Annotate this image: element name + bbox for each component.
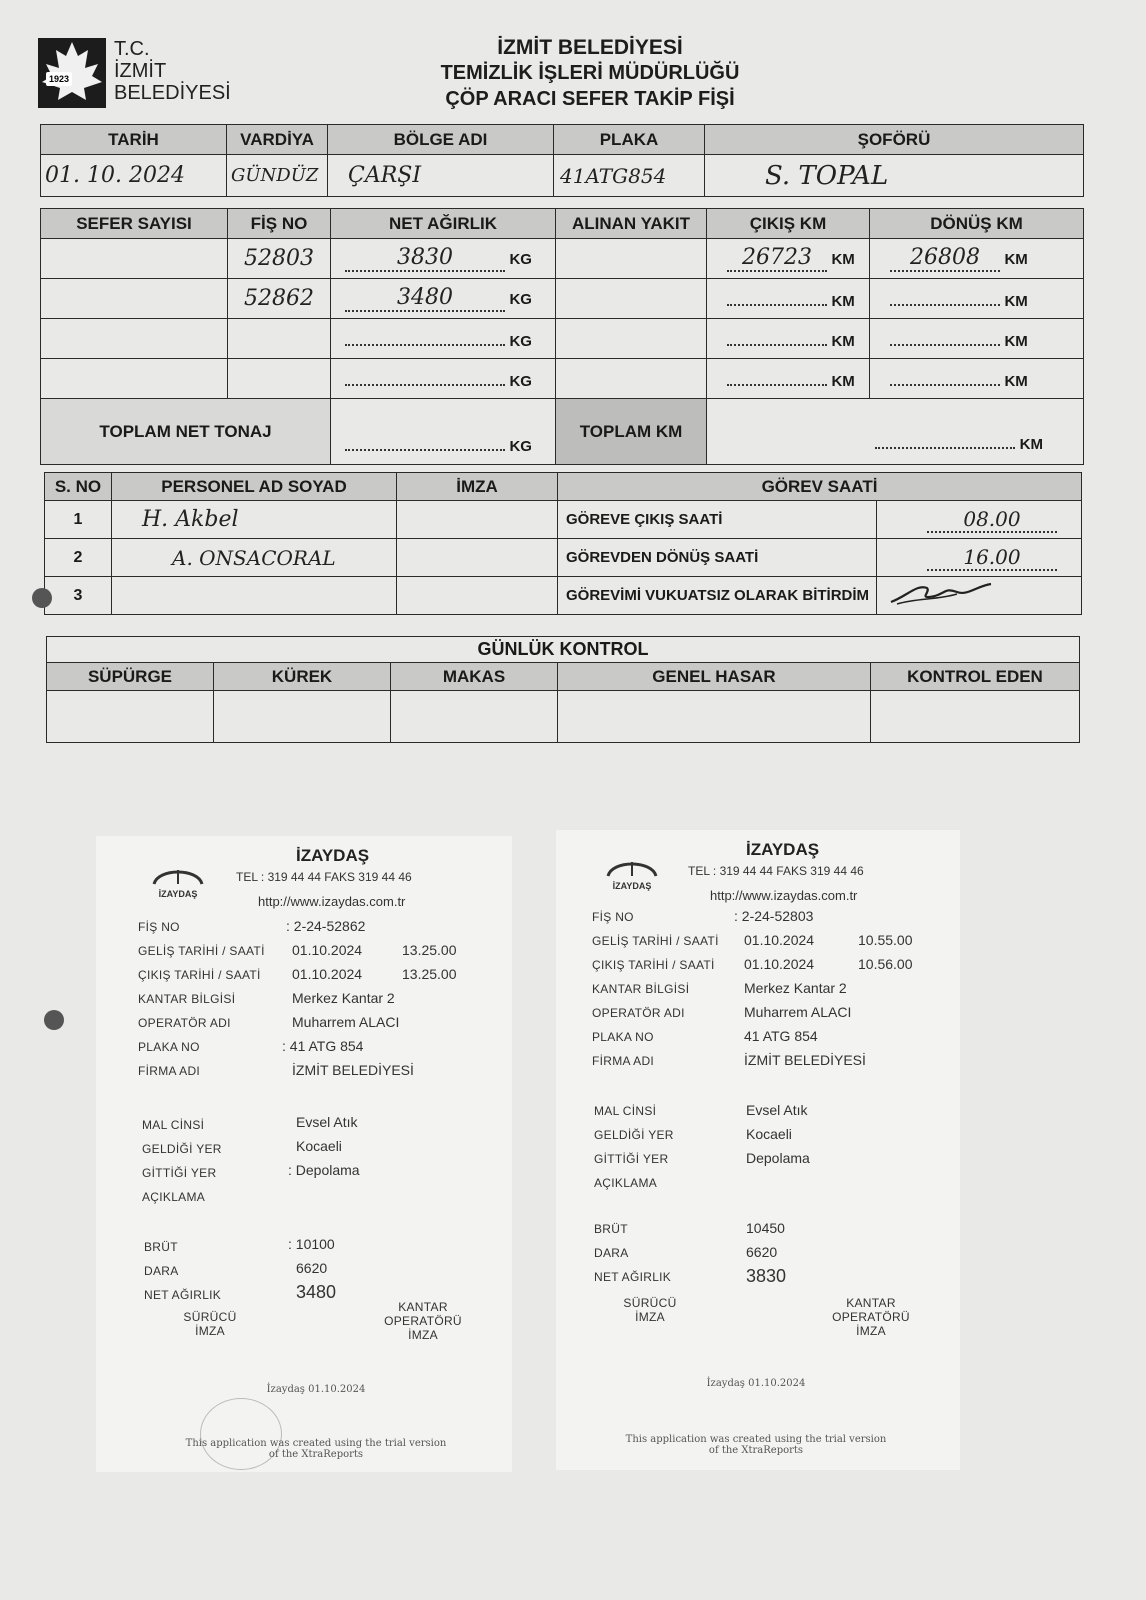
gorev-label: GÖREVİMİ VUKUATSIZ OLARAK BİTİRDİM bbox=[558, 577, 877, 615]
col-cikis: ÇIKIŞ KM bbox=[707, 209, 870, 239]
field-label: AÇIKLAMA bbox=[594, 1176, 658, 1190]
punch-hole-icon bbox=[44, 1010, 64, 1030]
fis-no: 52862 bbox=[228, 279, 331, 319]
unit-km: KM bbox=[831, 373, 855, 390]
personel-name: A. ONSACORAL bbox=[112, 539, 397, 577]
weight-label: DARA bbox=[144, 1264, 179, 1278]
receipt-company: İZAYDAŞ bbox=[296, 846, 370, 865]
unit-kg: KG bbox=[509, 333, 532, 350]
cell-kurek bbox=[214, 691, 391, 743]
personel-signature bbox=[397, 577, 558, 615]
field-label: PLAKA NO bbox=[592, 1030, 654, 1044]
surucu-imza: SÜRÜCÜ İMZA bbox=[623, 1296, 677, 1324]
field-value: Kocaeli bbox=[746, 1126, 792, 1142]
weight-value: 10450 bbox=[746, 1220, 785, 1236]
unit-km: KM bbox=[1004, 333, 1028, 350]
field-value: 01.10.2024 bbox=[292, 966, 363, 982]
izaydas-logo-icon bbox=[602, 856, 662, 891]
col-plaka: PLAKA bbox=[554, 125, 705, 155]
receipt-url: http://www.izaydas.com.tr bbox=[258, 894, 406, 909]
col-bolge: BÖLGE ADI bbox=[328, 125, 554, 155]
gunluk-title: GÜNLÜK KONTROL bbox=[47, 637, 1080, 663]
value-vardiya: GÜNDÜZ bbox=[227, 155, 328, 197]
col-donus: DÖNÜŞ KM bbox=[870, 209, 1084, 239]
field-label: ÇIKIŞ TARİHİ / SAATİ bbox=[138, 968, 261, 982]
cell-makas bbox=[391, 691, 558, 743]
trip-info-table bbox=[40, 124, 1084, 197]
field-value-time: 13.25.00 bbox=[402, 966, 457, 982]
col-ad: PERSONEL AD SOYAD bbox=[112, 473, 397, 501]
logo-tc: T.C. bbox=[114, 38, 150, 60]
unit-kg: KG bbox=[509, 251, 532, 268]
receipt-footer-small: İzaydaş 01.10.2024 bbox=[266, 1384, 366, 1395]
toplam-tonaj-value bbox=[345, 431, 505, 451]
net-weight bbox=[345, 326, 505, 346]
receipt-trial-note: This application was created using the trial version of the XtraReports bbox=[185, 1438, 447, 1460]
table-row bbox=[41, 279, 1084, 319]
field-label: GİTTİĞİ YER bbox=[594, 1152, 669, 1166]
donus-km bbox=[890, 326, 1000, 346]
logo-text bbox=[114, 38, 231, 104]
field-label: GİTTİĞİ YER bbox=[142, 1166, 217, 1180]
field-value: Merkez Kantar 2 bbox=[744, 980, 847, 996]
col-vardiya: VARDİYA bbox=[227, 125, 328, 155]
personel-signature bbox=[397, 501, 558, 539]
field-label: OPERATÖR ADI bbox=[592, 1006, 685, 1020]
unit-kg: KG bbox=[509, 291, 532, 308]
punch-hole-icon bbox=[32, 588, 52, 608]
field-label: FİRMA ADI bbox=[592, 1054, 655, 1068]
field-value: Muharrem ALACI bbox=[744, 1004, 852, 1020]
gorev-label: GÖREVE ÇIKIŞ SAATİ bbox=[558, 501, 877, 539]
unit-kg: KG bbox=[509, 438, 532, 455]
cikis-km: 26723 bbox=[727, 245, 827, 272]
table-row bbox=[41, 239, 1084, 279]
fis-no bbox=[228, 319, 331, 359]
gorev-label: GÖREVDEN DÖNÜŞ SAATİ bbox=[558, 539, 877, 577]
doc-title-2: TEMİZLİK İŞLERİ MÜDÜRLÜĞÜ bbox=[440, 62, 740, 84]
col-sofor: ŞOFÖRÜ bbox=[705, 125, 1084, 155]
field-value: 01.10.2024 bbox=[744, 932, 815, 948]
field-label: ÇIKIŞ TARİHİ / SAATİ bbox=[592, 958, 715, 972]
receipt-trial-note: This application was created using the trial version of the XtraReports bbox=[625, 1434, 887, 1456]
field-value: : 2-24-52803 bbox=[734, 908, 814, 924]
receipt-tel: TEL : 319 44 44 FAKS 319 44 46 bbox=[236, 870, 412, 884]
value-sofor: S. TOPAL bbox=[705, 155, 1084, 197]
cell-kontrol-eden bbox=[871, 691, 1080, 743]
unit-km: KM bbox=[831, 293, 855, 310]
field-value: Muharrem ALACI bbox=[292, 1014, 400, 1030]
personel-name: H. Akbel bbox=[112, 501, 397, 539]
unit-km: KM bbox=[1019, 436, 1043, 453]
value-plaka: 41ATG854 bbox=[554, 155, 705, 197]
field-label: GELDİĞİ YER bbox=[594, 1128, 674, 1142]
field-value-time: 13.25.00 bbox=[402, 942, 457, 958]
weight-value: : 10100 bbox=[288, 1236, 335, 1252]
field-value: İZMİT BELEDİYESİ bbox=[744, 1052, 866, 1068]
izaydas-logo-text: İZAYDAŞ bbox=[158, 889, 198, 899]
signature-icon bbox=[887, 578, 997, 608]
cikis-km bbox=[727, 286, 827, 306]
field-label: PLAKA NO bbox=[138, 1040, 200, 1054]
personel-signature bbox=[397, 539, 558, 577]
weight-label: DARA bbox=[594, 1246, 629, 1260]
donus-km: 26808 bbox=[890, 245, 1000, 272]
unit-km: KM bbox=[1004, 251, 1028, 268]
toplam-tonaj-label: TOPLAM NET TONAJ bbox=[41, 399, 331, 465]
unit-km: KM bbox=[831, 251, 855, 268]
field-label: GELDİĞİ YER bbox=[142, 1142, 222, 1156]
fis-no: 52803 bbox=[228, 239, 331, 279]
field-label: KANTAR BİLGİSİ bbox=[138, 992, 236, 1006]
table-row bbox=[45, 501, 1082, 539]
col-sno: S. NO bbox=[45, 473, 112, 501]
value-bolge: ÇARŞI bbox=[328, 155, 554, 197]
receipt-url: http://www.izaydas.com.tr bbox=[710, 888, 858, 903]
field-value: : 2-24-52862 bbox=[286, 918, 366, 934]
kantar-imza: KANTAR OPERATÖRÜ İMZA bbox=[384, 1300, 462, 1342]
net-weight: 3830 bbox=[345, 245, 505, 272]
weight-label: NET AĞIRLIK bbox=[594, 1270, 672, 1284]
donus-km bbox=[890, 366, 1000, 386]
col-kontrol-eden: KONTROL EDEN bbox=[871, 663, 1080, 691]
net-weight: 3480 bbox=[345, 285, 505, 312]
receipt-company: İZAYDAŞ bbox=[746, 840, 820, 859]
doc-title-3: ÇÖP ARACI SEFER TAKİP FİŞİ bbox=[445, 88, 735, 110]
izaydas-logo-text: İZAYDAŞ bbox=[612, 881, 652, 891]
field-label: FİŞ NO bbox=[592, 910, 634, 924]
toplam-km-value bbox=[875, 429, 1015, 449]
row-no: 3 bbox=[45, 577, 112, 615]
field-label: FİŞ NO bbox=[138, 920, 180, 934]
col-kurek: KÜREK bbox=[214, 663, 391, 691]
cell-genel-hasar bbox=[558, 691, 871, 743]
unit-km: KM bbox=[1004, 293, 1028, 310]
row-no: 1 bbox=[45, 501, 112, 539]
weight-label: BRÜT bbox=[594, 1222, 628, 1236]
value-tarih: 01. 10. 2024 bbox=[41, 155, 227, 197]
logo-belediyesi: BELEDİYESİ bbox=[114, 82, 231, 104]
field-label: OPERATÖR ADI bbox=[138, 1016, 231, 1030]
fis-no bbox=[228, 359, 331, 399]
field-value: Kocaeli bbox=[296, 1138, 342, 1154]
weight-value: 6620 bbox=[746, 1244, 778, 1260]
receipt-right bbox=[556, 830, 960, 1470]
field-label: KANTAR BİLGİSİ bbox=[592, 982, 690, 996]
field-value: İZMİT BELEDİYESİ bbox=[292, 1062, 414, 1078]
toplam-km-label: TOPLAM KM bbox=[556, 399, 707, 465]
field-value-time: 10.55.00 bbox=[858, 932, 913, 948]
field-value: Merkez Kantar 2 bbox=[292, 990, 395, 1006]
field-value-time: 10.56.00 bbox=[858, 956, 913, 972]
unit-km: KM bbox=[1004, 373, 1028, 390]
col-yakit: ALINAN YAKIT bbox=[556, 209, 707, 239]
col-gorev: GÖREV SAATİ bbox=[558, 473, 1082, 501]
table-row bbox=[45, 539, 1082, 577]
gorev-value: 08.00 bbox=[927, 507, 1057, 533]
field-value: : 41 ATG 854 bbox=[282, 1038, 364, 1054]
field-value: Evsel Atık bbox=[296, 1114, 358, 1130]
col-genel-hasar: GENEL HASAR bbox=[558, 663, 871, 691]
table-row bbox=[45, 577, 1082, 615]
net-weight bbox=[345, 366, 505, 386]
weight-value: 6620 bbox=[296, 1260, 328, 1276]
field-value: Depolama bbox=[746, 1150, 810, 1166]
doc-title-1: İZMİT BELEDİYESİ bbox=[497, 36, 683, 59]
field-label: MAL CİNSİ bbox=[594, 1104, 657, 1118]
col-net: NET AĞIRLIK bbox=[331, 209, 556, 239]
field-value: 01.10.2024 bbox=[744, 956, 815, 972]
cikis-km bbox=[727, 326, 827, 346]
cell-supurge bbox=[47, 691, 214, 743]
field-label: FİRMA ADI bbox=[138, 1064, 201, 1078]
field-value: Evsel Atık bbox=[746, 1102, 808, 1118]
surucu-imza: SÜRÜCÜ İMZA bbox=[183, 1310, 237, 1338]
logo-year: 1923 bbox=[46, 72, 72, 86]
logo-izmit: İZMİT bbox=[114, 60, 167, 82]
field-value: : Depolama bbox=[288, 1162, 360, 1178]
weight-label: NET AĞIRLIK bbox=[144, 1288, 222, 1302]
maple-leaf-logo-icon bbox=[38, 38, 106, 108]
table-row bbox=[41, 359, 1084, 399]
weight-value: 3830 bbox=[746, 1266, 787, 1286]
signature-scribble bbox=[877, 577, 1082, 615]
receipt-left bbox=[96, 836, 512, 1472]
izaydas-logo-icon bbox=[148, 864, 208, 899]
col-tarih: TARİH bbox=[41, 125, 227, 155]
sefer-table bbox=[40, 208, 1084, 465]
personel-table bbox=[44, 472, 1082, 615]
unit-kg: KG bbox=[509, 373, 532, 390]
unit-km: KM bbox=[831, 333, 855, 350]
table-row bbox=[41, 319, 1084, 359]
weight-value: 3480 bbox=[296, 1282, 337, 1302]
col-makas: MAKAS bbox=[391, 663, 558, 691]
col-imza: İMZA bbox=[397, 473, 558, 501]
field-value: 41 ATG 854 bbox=[744, 1028, 818, 1044]
col-supurge: SÜPÜRGE bbox=[47, 663, 214, 691]
field-label: GELİŞ TARİHİ / SAATİ bbox=[592, 934, 719, 948]
gorev-value: 16.00 bbox=[927, 545, 1057, 571]
donus-km bbox=[890, 286, 1000, 306]
field-label: GELİŞ TARİHİ / SAATİ bbox=[138, 944, 265, 958]
col-fis: FİŞ NO bbox=[228, 209, 331, 239]
receipt-footer-small: İzaydaş 01.10.2024 bbox=[706, 1378, 806, 1389]
field-label: AÇIKLAMA bbox=[142, 1190, 206, 1204]
cikis-km bbox=[727, 366, 827, 386]
weight-label: BRÜT bbox=[144, 1240, 178, 1254]
field-value: 01.10.2024 bbox=[292, 942, 363, 958]
personel-name bbox=[112, 577, 397, 615]
field-label: MAL CİNSİ bbox=[142, 1118, 205, 1132]
col-sefer: SEFER SAYISI bbox=[41, 209, 228, 239]
row-no: 2 bbox=[45, 539, 112, 577]
gunluk-kontrol-table bbox=[46, 636, 1080, 743]
kantar-imza: KANTAR OPERATÖRÜ İMZA bbox=[832, 1296, 910, 1338]
receipt-tel: TEL : 319 44 44 FAKS 319 44 46 bbox=[688, 864, 864, 878]
